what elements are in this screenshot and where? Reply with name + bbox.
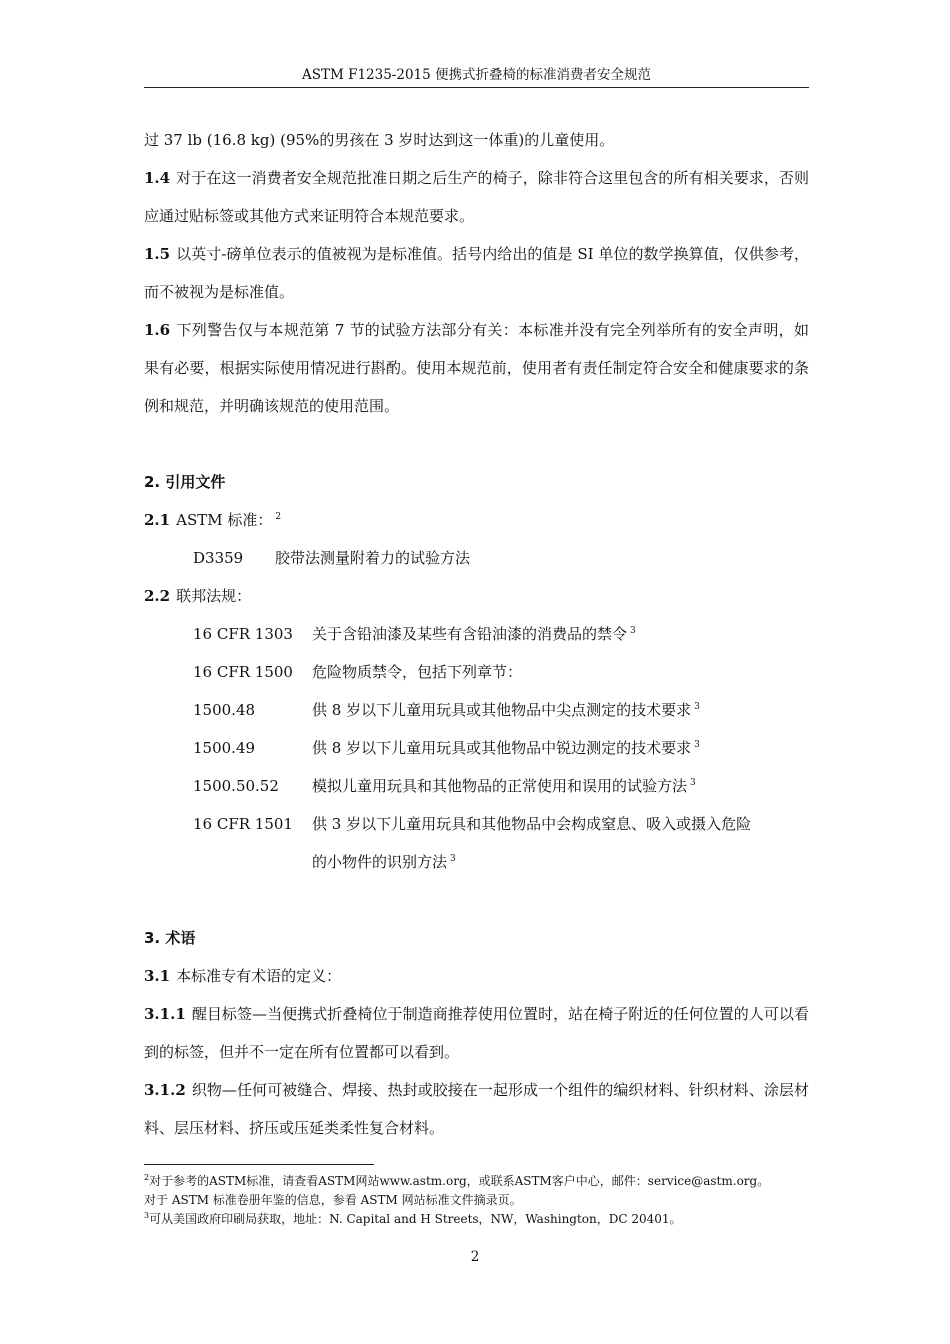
clause-number: 2.2 (144, 587, 171, 605)
ref-code: 1500.48 (193, 701, 256, 719)
ref-code: 1500.50.52 (193, 777, 279, 795)
clause-text: 以英寸-磅单位表示的值被视为是标准值。括号内给出的值是 SI 单位的数学换算值，仅供参考，而不被视为是标准值。 (144, 245, 809, 301)
cfr-ref-row (144, 729, 809, 767)
cfr-ref-row (144, 615, 809, 653)
ref-code: 16 CFR 1501 (193, 815, 293, 833)
running-header: ASTM F1235-2015 便携式折叠椅的标准消费者安全规范 (301, 67, 652, 83)
section-heading-references: 2. 引用文件 (144, 473, 226, 491)
clause-number: 3.1 (144, 967, 171, 985)
ref-title-text: 供 8 岁以下儿童用玩具或其他物品中锐边测定的技术要求 (312, 739, 692, 757)
clause-text: 醒目标签—当便携式折叠椅位于制造商推荐使用位置时，站在椅子附近的任何位置的人可以看到的标签，但并不一定在所有位置都可以看到。 (144, 1005, 809, 1061)
footnote-text: 可从美国政府印刷局获取，地址：N. Capital and H Streets，NW，Washington，DC 20401。 (149, 1212, 682, 1226)
paragraph-3-1-2 (144, 1071, 809, 1147)
footnote-mark: 2 (144, 1173, 150, 1182)
ref-title (312, 767, 809, 805)
cfr-ref-row (144, 653, 809, 691)
footnote-ref: 3 (630, 626, 636, 636)
footnote-ref: 3 (450, 854, 456, 864)
section-heading-terminology: 3. 术语 (144, 929, 196, 947)
clause-number: 3.1.2 (144, 1081, 186, 1099)
ref-title (312, 615, 809, 653)
ref-title-text: 供 8 岁以下儿童用玩具或其他物品中尖点测定的技术要求 (312, 701, 692, 719)
ref-code: 1500.49 (193, 739, 256, 757)
footnote-ref: 2 (275, 512, 282, 522)
clause-text: 联邦法规： (176, 587, 252, 605)
paragraph-1-4 (144, 159, 809, 235)
paragraph-1-6 (144, 311, 809, 425)
footnote-2-line2: 对于 ASTM 标准卷册年鉴的信息，参看 ASTM 网站标准文件摘录页。 (144, 1193, 522, 1207)
paragraph-2-2 (144, 577, 809, 615)
paragraph-continuation: 过 37 lb (16.8 kg) (95%的男孩在 3 岁时达到这一体重)的儿童使用。 (144, 131, 615, 149)
paragraph-2-1 (144, 501, 809, 539)
cfr-ref-row (144, 805, 809, 843)
paragraph-3-1 (144, 957, 809, 995)
ref-code: D3359 (193, 549, 244, 567)
footnote-text: 对于参考的ASTM标准，请查看ASTM网站www.astm.org，或联系ASTM客户中心，邮件：service@astm.org。 (149, 1174, 770, 1188)
footnotes (144, 1172, 814, 1229)
clause-number: 1.5 (144, 245, 171, 263)
footnote-2 (144, 1172, 814, 1191)
footnote-3 (144, 1210, 814, 1229)
clause-text: ASTM 标准： (176, 511, 273, 529)
ref-title-continuation (312, 843, 809, 881)
clause-text: 织物—任何可被缝合、焊接、热封或胶接在一起形成一个组件的编织材料、针织材料、涂层材料、层压材料、挤压或压延类柔性复合材料。 (144, 1081, 809, 1137)
footnote-ref: 3 (694, 702, 700, 712)
clause-number: 1.6 (144, 321, 171, 339)
ref-title: 供 3 岁以下儿童用玩具和其他物品中会构成窒息、吸入或摄入危险 (312, 815, 752, 833)
ref-title (312, 729, 809, 767)
clause-number: 2.1 (144, 511, 171, 529)
footnote-ref: 3 (690, 778, 696, 788)
ref-title: 危险物质禁令，包括下列章节： (312, 663, 523, 681)
cfr-ref-row (144, 691, 809, 729)
page-number: 2 (470, 1249, 480, 1265)
ref-title-text: 关于含铅油漆及某些有含铅油漆的消费品的禁令 (312, 625, 628, 643)
ref-title (312, 691, 809, 729)
ref-title-text: 的小物件的识别方法 (312, 853, 448, 871)
ref-code: 16 CFR 1500 (193, 663, 293, 681)
ref-title-text: 模拟儿童用玩具和其他物品的正常使用和误用的试验方法 (312, 777, 688, 795)
paragraph-3-1-1 (144, 995, 809, 1071)
clause-text: 下列警告仅与本规范第 7 节的试验方法部分有关：本标准并没有完全列举所有的安全声明，如果有必要，根据实际使用情况进行斟酌。使用本规范前，使用者有责任制定符合安全和健康要求的条例和规范，并明确该规范的使用范围。 (144, 321, 809, 415)
ref-code: 16 CFR 1303 (193, 625, 293, 643)
header-rule (144, 87, 809, 88)
footnote-mark: 3 (144, 1211, 150, 1220)
document-body (144, 121, 809, 1147)
clause-number: 1.4 (144, 169, 171, 187)
clause-number: 3.1.1 (144, 1005, 186, 1023)
astm-ref-row (144, 539, 809, 577)
paragraph-1-5 (144, 235, 809, 311)
ref-title: 胶带法测量附着力的试验方法 (275, 549, 471, 567)
cfr-ref-row (144, 767, 809, 805)
clause-text: 本标准专有术语的定义： (176, 967, 342, 985)
footnote-separator (144, 1164, 374, 1165)
footnote-ref: 3 (694, 740, 700, 750)
clause-text: 对于在这一消费者安全规范批准日期之后生产的椅子，除非符合这里包含的所有相关要求，否则应通过贴标签或其他方式来证明符合本规范要求。 (144, 169, 809, 225)
